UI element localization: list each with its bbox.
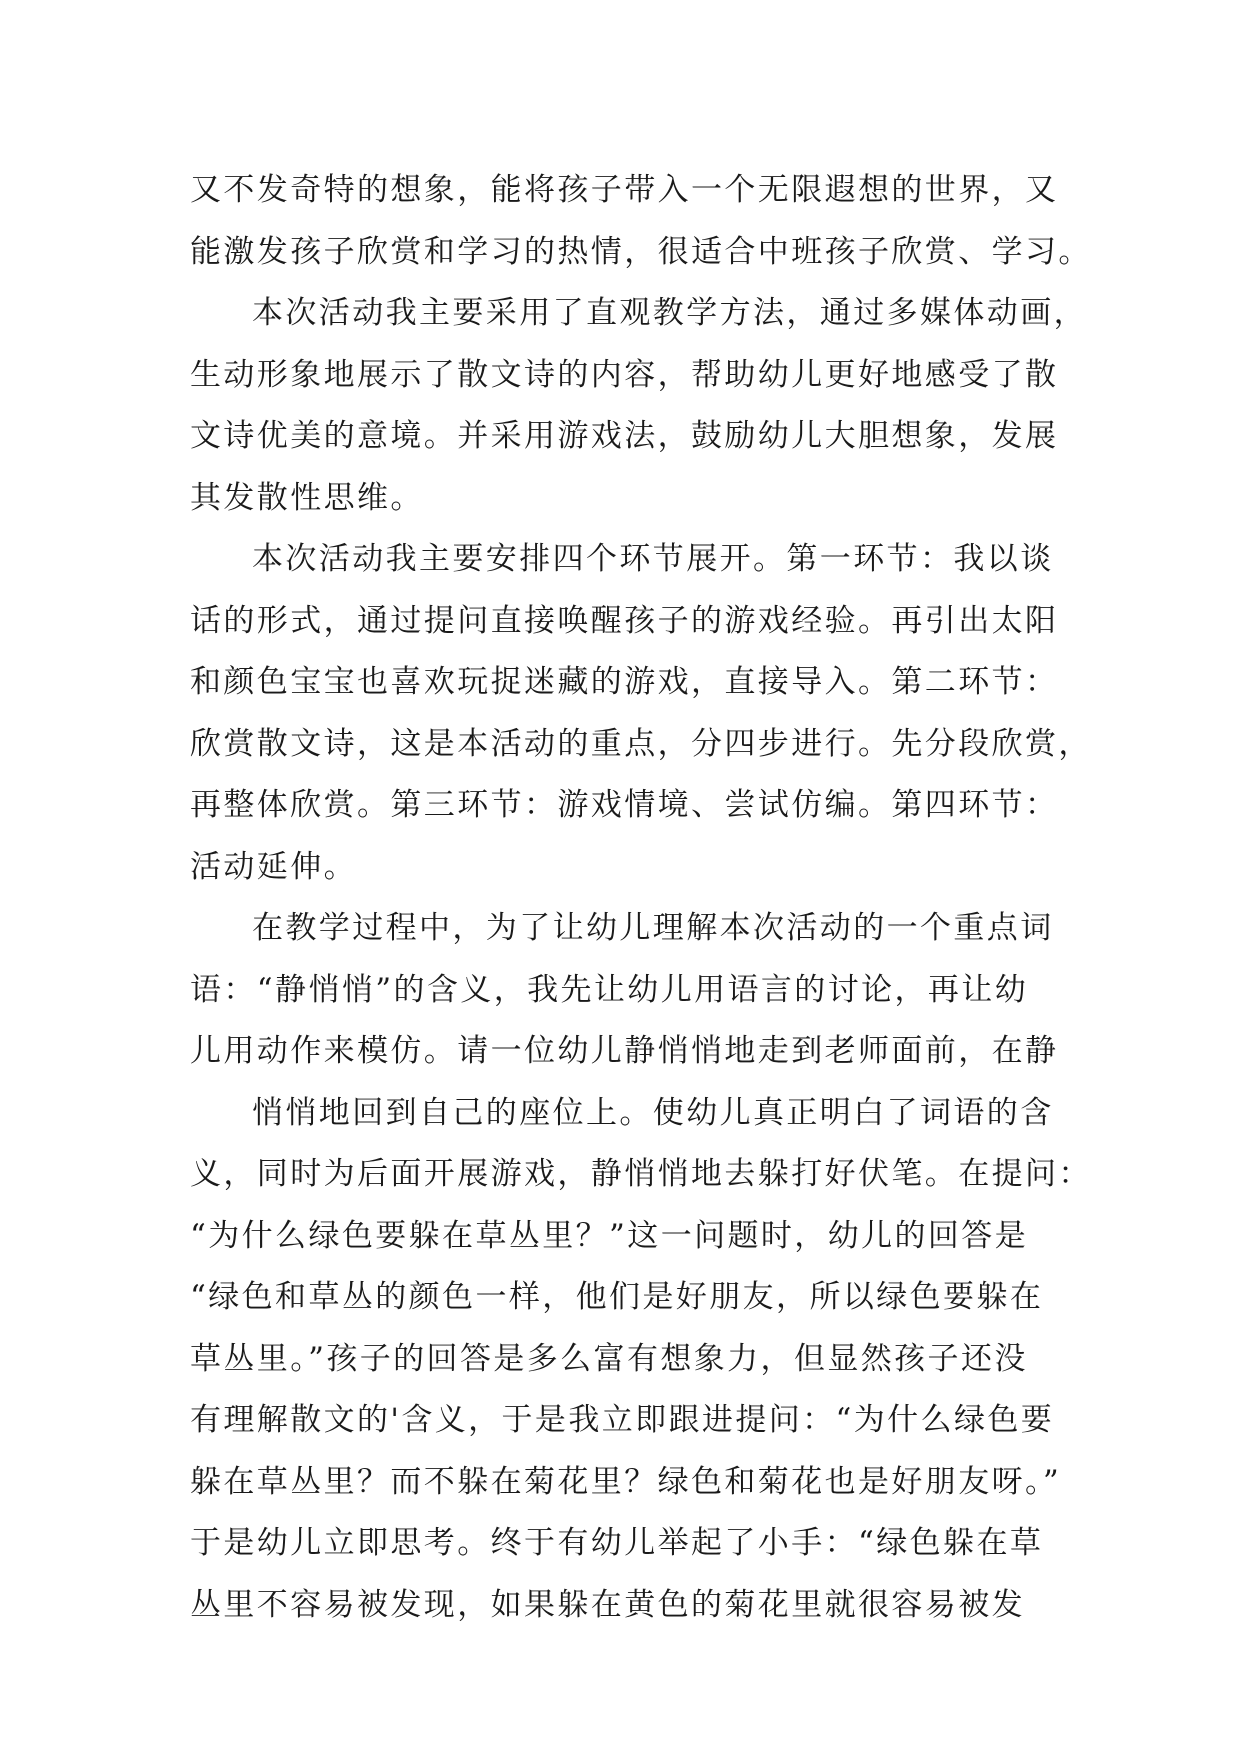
text-line: 儿用动作来模仿。请一位幼儿静悄悄地走到老师面前，在静 — [190, 1033, 1059, 1069]
text-line: 能激发孩子欣赏和学习的热情，很适合中班孩子欣赏、学习。 — [190, 233, 1092, 270]
text-line: 有理解散文的'含义，于是我立即跟进提问：“为什么绿色要 — [190, 1402, 1055, 1438]
text-line: 在教学过程中，为了让幼儿理解本次活动的一个重点词 — [252, 910, 1054, 946]
text-line: “为什么绿色要躲在草丛里？”这一问题时，幼儿的回答是 — [190, 1217, 1029, 1254]
text-line: 欣赏散文诗，这是本活动的重点，分四步进行。先分段欣赏， — [190, 725, 1092, 762]
text-line: 本次活动我主要安排四个环节展开。第一环节：我以谈 — [252, 541, 1054, 577]
body-text — [190, 160, 1092, 1636]
text-line: 又不发奇特的想象，能将孩子带入一个无限遐想的世界，又 — [190, 172, 1059, 208]
text-line: 本次活动我主要采用了直观教学方法，通过多媒体动画， — [252, 295, 1087, 331]
text-line: 语：“静悄悄”的含义，我先让幼儿用语言的讨论，再让幼 — [190, 971, 1029, 1008]
text-line: 丛里不容易被发现，如果躲在黄色的菊花里就很容易被发 — [190, 1586, 1025, 1623]
text-line: 悄悄地回到自己的座位上。使幼儿真正明白了词语的含 — [252, 1094, 1054, 1131]
text-line: 话的形式，通过提问直接唤醒孩子的游戏经验。再引出太阳 — [190, 602, 1059, 639]
text-line: 躲在草丛里？而不躲在菊花里？绿色和菊花也是好朋友呀。” — [190, 1463, 1062, 1500]
text-line: 活动延伸。 — [190, 848, 357, 885]
text-line: 义，同时为后面开展游戏，静悄悄地去躲打好伏笔。在提问： — [190, 1156, 1092, 1192]
text-line: 生动形象地展示了散文诗的内容，帮助幼儿更好地感受了散 — [190, 356, 1059, 393]
text-line: “绿色和草丛的颜色一样，他们是好朋友，所以绿色要躲在 — [190, 1279, 1044, 1315]
text-line: 其发散性思维。 — [190, 479, 424, 516]
text-line: 文诗优美的意境。并采用游戏法，鼓励幼儿大胆想象，发展 — [190, 418, 1059, 454]
text-line: 再整体欣赏。第三环节：游戏情境、尝试仿编。第四环节： — [190, 787, 1059, 823]
text-line: 草丛里。”孩子的回答是多么富有想象力，但显然孩子还没 — [190, 1340, 1028, 1377]
text-line: 和颜色宝宝也喜欢玩捉迷藏的游戏，直接导入。第二环节： — [190, 664, 1059, 700]
text-line: 于是幼儿立即思考。终于有幼儿举起了小手：“绿色躲在草 — [190, 1525, 1044, 1561]
